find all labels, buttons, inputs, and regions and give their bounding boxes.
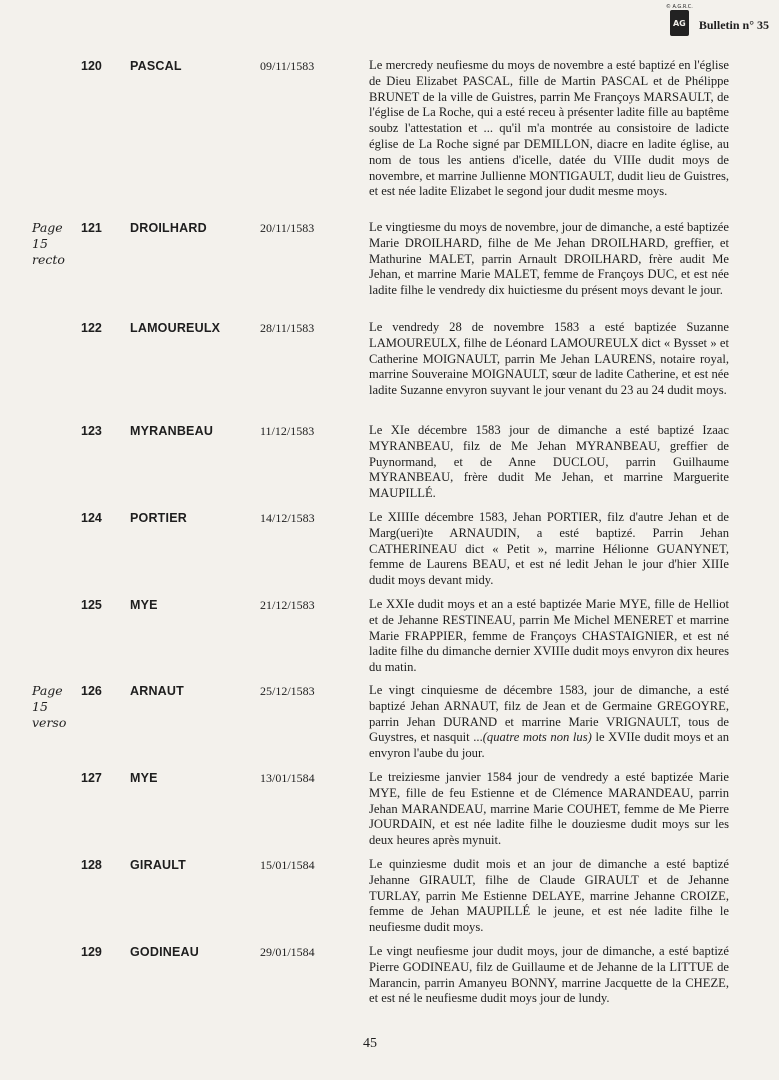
entry-date: 15/01/1584 <box>260 858 315 872</box>
entry-surname: GIRAULT <box>130 858 187 872</box>
entry-text: Le vingtiesme du moys de novembre, jour de dimanche, a esté baptizée Marie DROILHARD, filhe de Me Jehan DROILHARD, greffier, et Mathurine MALET, parrin Arnault DROILHARD, frère audit Me Jehan, et marrine Marie MALET, femme de Françoys DUC, et est née ladite filhe le vendredy dix huictiesme du présent moys devant le jour. <box>369 220 729 298</box>
entry-surname: PORTIER <box>130 511 187 525</box>
entry-number: 126 <box>81 684 102 698</box>
header <box>666 4 769 36</box>
entry-number: 125 <box>81 598 102 612</box>
entry-date: 13/01/1584 <box>260 771 315 785</box>
entry-date: 25/12/1583 <box>260 684 315 698</box>
entry-text: Le XIIIIe décembre 1583, Jehan PORTIER, filz d'autre Jehan et de Marg(ueri)te ARNAUDIN, a esté baptizé. Parrin Jehan CATHERINEAU dict « Petit », marrine Hélionne GUANYNET, femme de Laurens BEAU, et est né ledit Jehan le jour d'hier XIIIe dudit moys devant midy. <box>369 510 729 588</box>
entry-surname: MYE <box>130 771 158 785</box>
entry-text: Le vingt neufiesme jour dudit moys, jour de dimanche, a esté baptizé Pierre GODINEAU, filz de Guillaume et de Jehanne de la LITTUE de Marancin, parrin Amanyeu BONNY, marrine Jacquette de la CHEZE, et est né le neufiesme dudit moys jour de lundy. <box>369 944 729 1006</box>
entry-date: 29/01/1584 <box>260 945 315 959</box>
entry-number: 129 <box>81 945 102 959</box>
entry-date: 28/11/1583 <box>260 321 315 335</box>
entry-text: Le treiziesme janvier 1584 jour de vendredy a esté baptizée Marie MYE, fille de feu Estienne et de Clémence MARANDEAU, parrin Jehan MARANDEAU, marrine Marie COUHET, femme de Me Pierre JOURDAIN, et est née ladite filhe le douziesme dudit moys sur les deux heures après mynuit. <box>369 770 729 848</box>
entry-surname: MYRANBEAU <box>130 424 214 438</box>
entry-number: 123 <box>81 424 102 438</box>
logo-block <box>666 4 693 36</box>
entry-text-note: (quatre mots non lus) <box>482 730 592 745</box>
entry-surname: ARNAUT <box>130 684 184 698</box>
entry-date: 14/12/1583 <box>260 511 315 525</box>
entry-number: 120 <box>81 59 102 73</box>
entry-surname: DROILHARD <box>130 221 207 235</box>
entry-text: Le XIe décembre 1583 jour de dimanche a esté baptizé Izaac MYRANBEAU, filz de Me Jehan MYRANBEAU, greffier de Puynormand, et de Anne DUCLOU, parrin Guilhaume MYRANBEAU, frère dudit Me Jehan, et marrine Marguerite MAUPILLÉ. <box>369 423 729 501</box>
entry-text-main: Le vingt cinquiesme de décembre 1583, jour de dimanche, a esté baptizé Jehan ARNAUT, filz de Jean et de Germaine GREGOYRE, parrin Jehan DURAND et marrine Marie VRIGNAULT, tous de Guystres, et nasquit ... <box>369 683 729 745</box>
agrc-logo: AG <box>670 10 689 36</box>
entry-text <box>369 683 729 762</box>
entry-surname: PASCAL <box>130 59 182 73</box>
page-reference: Page 15 verso <box>32 683 67 730</box>
entry-date: 09/11/1583 <box>260 59 315 73</box>
entry-date: 11/12/1583 <box>260 424 315 438</box>
entry-surname: GODINEAU <box>130 945 199 959</box>
entry-surname: MYE <box>130 598 158 612</box>
entry-date: 20/11/1583 <box>260 221 315 235</box>
page-reference: Page 15 recto <box>32 220 65 267</box>
entry-number: 128 <box>81 858 102 872</box>
entry-text: Le quinziesme dudit mois et an jour de dimanche a esté baptizé Jehanne GIRAULT, filhe de Claude GIRAULT et de Jehanne TURLAY, parrin Me Estienne DELAYE, marrine Jehanne CROIZE, femme de Jehan MAUPILLÉ le jeune, et est née ladite filhe le neufiesme dudit moys. <box>369 857 729 935</box>
bulletin-title: Bulletin n° 35 <box>698 18 769 32</box>
page-number: 45 <box>363 1036 377 1051</box>
entry-text: Le vendredy 28 de novembre 1583 a esté baptizée Suzanne LAMOUREULX, filhe de Léonard LAMOUREULX dict « Bysset » et Catherine MOIGNAULT, parrin Me Jehan LAURENS, notaire royal, marrine Souveraine MOIGNAULT, sœur de ladite Catherine, et est née ladite Suzanne envyron suyvant le jour venant du 23 au 24 dudit moys. <box>369 320 729 398</box>
entry-surname: LAMOUREULX <box>130 321 221 335</box>
entry-text: Le XXIe dudit moys et an a esté baptizée Marie MYE, fille de Helliot et de Jehanne RESTINEAU, parrin Me Michel MENERET et marrine Marie FRAPPIER, femme de Françoys CHASTAIGNIER, et est né ladite filhe du dimanche dernier XVIIIe dudit moys envyron dix heures du matin. <box>369 597 729 675</box>
entry-number: 124 <box>81 511 102 525</box>
logo-mark: © A.G.R.C. <box>665 4 693 10</box>
entry-text: Le mercredy neufiesme du moys de novembre a esté baptizé en l'église de Dieu Elizabet PASCAL, fille de Martin PASCAL et de Phélippe BRUNET de la ville de Guistres, parrin Me Françoys MARSAULT, de l'église de La Roche, qui a esté receu à présenter ladite fille au baptême soubz l'attestation et ... qu'il m'a montrée au consistoire de ladicte église de La Roche signé par DEMILLON, diacre en ladite église, au nom de tous les antiens d'icelle, datée du VIIIe dudit moys de novembre, et marrine Jullienne MONTIGAULT, dudit lieu de Guistres, et est née ladite Elizabet le segond jour dudit mesme moys. <box>369 58 729 199</box>
entry-text-end: le XVIIe dudit moys et an envyron l'aube du jour. <box>369 730 730 761</box>
entry-number: 122 <box>81 321 102 335</box>
entry-number: 121 <box>81 221 102 235</box>
entry-number: 127 <box>81 771 102 785</box>
entry-date: 21/12/1583 <box>260 598 315 612</box>
